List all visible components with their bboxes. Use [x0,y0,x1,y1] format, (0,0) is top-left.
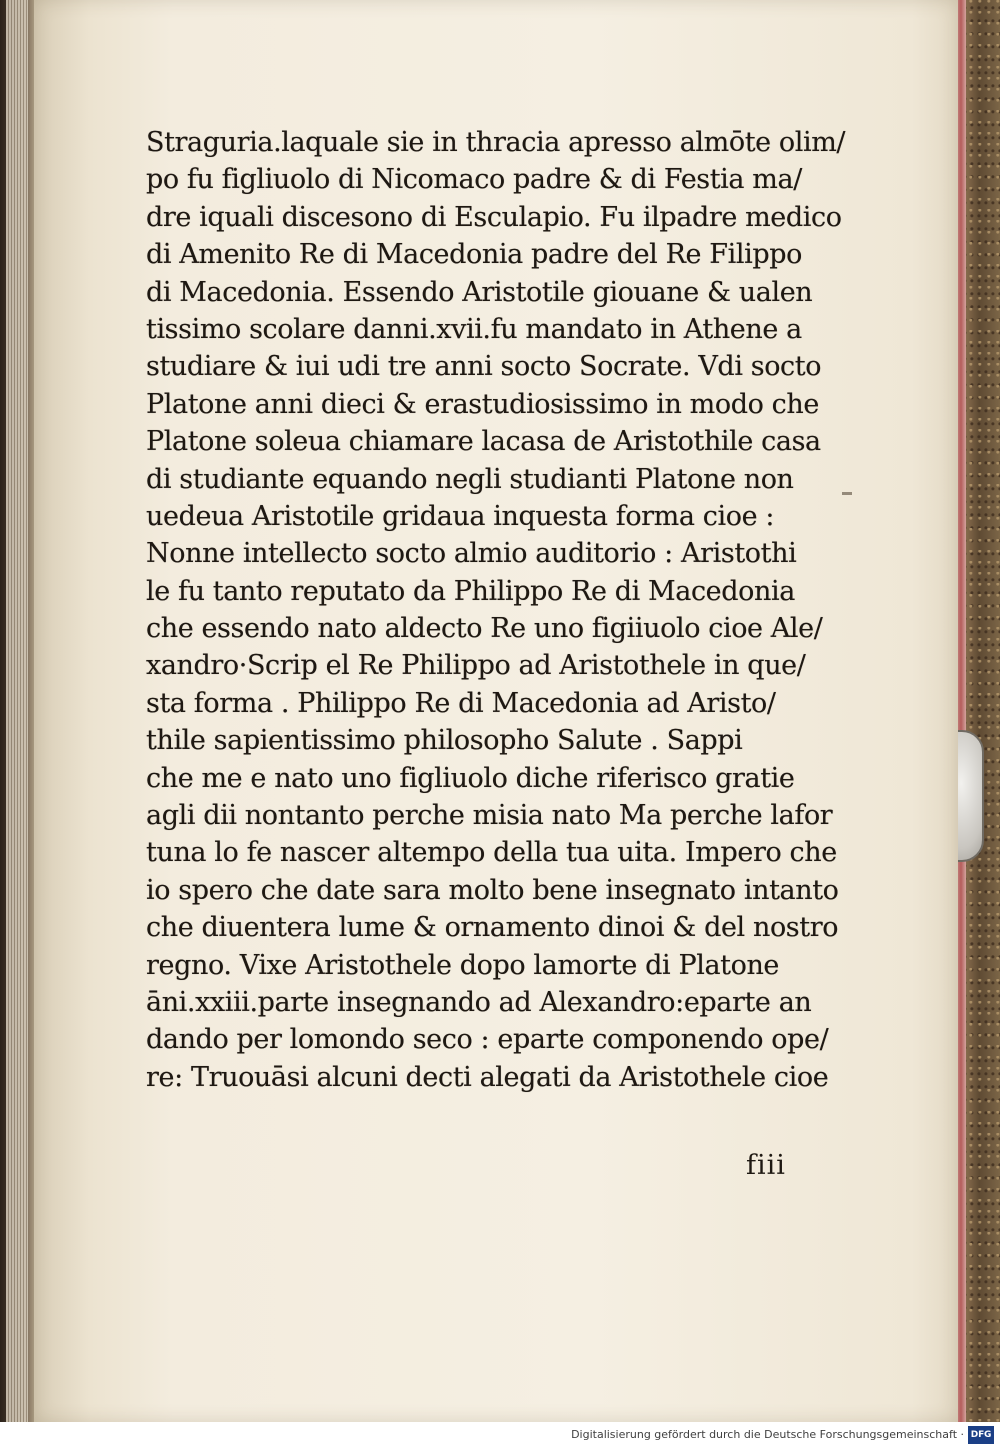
text-line: Platone soleua chiamare lacasa de Aristothile casa [146,426,821,458]
printed-page [34,0,958,1422]
text-line: che me e nato uno figliuolo diche riferisco gratie [146,762,795,794]
text-line: āni.xxiii.parte insegnando ad Alexandro:eparte an [146,986,812,1018]
margin-mark [842,492,852,495]
text-line: Nonne intellecto socto almio auditorio : Aristothi [146,538,797,570]
text-line: tissimo scolare danni.xvii.fu mandato in Athene a [146,313,802,345]
text-line: che diuentera lume & ornamento dinoi & del nostro [146,912,839,944]
signature-mark: fiii [746,1150,786,1181]
text-line: thile sapientissimo philosopho Salute . Sappi [146,725,743,757]
text-line: Straguria.laquale sie in thracia apresso almōte olim/ [146,127,846,158]
text-block [146,124,846,1096]
text-line: agli dii nontanto perche misia nato Ma perche lafor [146,800,833,832]
text-line: Platone anni dieci & erastudiosissimo in modo che [146,388,819,420]
text-line: che essendo nato aldecto Re uno figiiuolo cioe Ale/ [146,613,823,645]
footer-bar [0,1422,1000,1448]
text-line: dando per lomondo seco : eparte componendo ope/ [146,1024,829,1056]
text-line: le fu tanto reputato da Philippo Re di Macedonia [146,575,795,607]
text-line: io spero che date sara molto bene insegnato intanto [146,874,839,906]
footer-credit: Digitalisierung gefördert durch die Deutsche Forschungsgemeinschaft · [571,1428,964,1441]
marbled-cover [960,0,1000,1422]
text-line: di Macedonia. Essendo Aristotile giouane & ualen [146,276,813,308]
text-line: di Amenito Re di Macedonia padre del Re Filippo [146,239,802,271]
dfg-logo-icon: DFG [968,1426,994,1444]
text-line: tuna lo fe nascer altempo della tua uita. Impero che [146,837,837,869]
text-line: re: Truouāsi alcuni decti alegati da Aristothele cioe [146,1061,829,1093]
page-edges [6,0,28,1422]
text-line: di studiante equando negli studianti Platone non [146,463,794,495]
text-line: po fu figliuolo di Nicomaco padre & di Festia ma/ [146,164,802,196]
text-line: uedeua Aristotile gridaua inquesta forma cioe : [146,500,775,532]
text-line: dre iquali discesono di Esculapio. Fu ilpadre medico [146,201,842,233]
text-line: sta forma . Philippo Re di Macedonia ad Aristo/ [146,687,776,719]
text-line: studiare & iui udi tre anni socto Socrate. Vdi socto [146,351,822,383]
text-line: regno. Vixe Aristothele dopo lamorte di Platone [146,949,780,981]
text-line: xandro·Scrip el Re Philippo ad Aristothele in que/ [146,650,806,682]
